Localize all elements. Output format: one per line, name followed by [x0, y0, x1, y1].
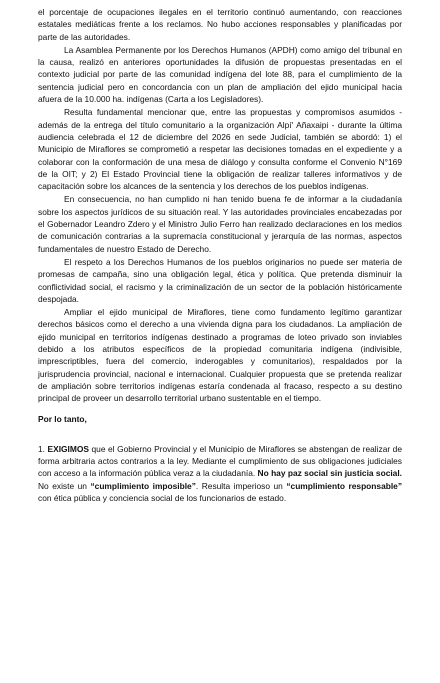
item-number: 1. [38, 443, 45, 454]
item-text-a: que el Gobierno Provincial y el Municipio de Miraflores se abstengan de realizar de forma arbitraria actos contrarios a la ley. Mediante el cumplimiento de sus obligaciones judiciales con acceso a la información pública veraz a la ciudadanía. [38, 443, 403, 479]
item-keyword: EXIGIMOS [47, 443, 89, 454]
paragraph-consecuencia: En consecuencia, no han cumplido ni han tenido buena fe de informar a la ciudadanía sobre los aspectos jurídicos de su situación real. Y las autoridades provinciales encabezadas por el Gobernador Leandro Zdero y el Ministro Julio Ferro han realizado declaraciones en los medios de comunicación contrarias a la supremacía constitucional y jerarquía de las normas, aspectos fundamentales de nuestro Estado de Derecho. [38, 194, 402, 254]
item-text-c: No existe un [38, 480, 91, 491]
item-text-g: con ética pública y conciencia social de los funcionarios de estado. [38, 492, 287, 503]
item-bold-f: “cumplimiento responsable” [286, 480, 403, 491]
demand-item-1 [38, 443, 402, 504]
paragraph-ejido-municipal: Ampliar el ejido municipal de Miraflores, tiene como fundamento legítimo garantizar derechos básicos como el derecho a una vivienda digna para los ciudadanos. La ampliación de ejido municipal en territorios indígenas destinado a programas de loteo privado son inviables debido a los atributos específicos de la propiedad comunitaria indígena (indivisible, imprescriptibles, fuera del comercio, inderogables y comunitarios), respaldados por la jurisprudencia provincial, nacional e internacional. Cualquier propuesta que se pretenda realizar de ampliación sobre territorios indígenas estaría condenada al fracaso, respecto a su destino principal de proveer un desarrollo territorial urbano sustentable en el tiempo. [38, 307, 402, 404]
item-text-e: . Resulta imperioso un [195, 480, 287, 491]
paragraph-compromisos: Resulta fundamental mencionar que, entre las propuestas y compromisos asumidos - además de la entrega del título comunitario a la organización Alpí' Añaxaipi - durante la última audiencia celebrada el 12 de diciembre del 2026 en sede Judicial, también se abordó: 1) el Municipio de Miraflores se comprometió a respetar las decisiones tomadas en el expediente y a colaborar con la conformación de una mesa de diálogo y consulta conforme el Convenio N°169 de la OIT; y 2) El Estado Provincial tiene la obligación de realizar talleres informativos y de capacitación sobre los alcances de la sentencia y los derechos de los pueblos indígenas. [38, 107, 402, 192]
paragraph-derechos-humanos: El respeto a los Derechos Humanos de los pueblos originarios no puede ser materia de promesas de campaña, sino una obligación legal, ética y política. Que pretenda disminuir la conflictividad social, el racismo y la criminalización de un sector de la población históricamente despojada. [38, 256, 402, 304]
item-bold-d: “cumplimiento imposible” [90, 480, 196, 491]
paragraph-ocupaciones: el porcentaje de ocupaciones ilegales en el territorio continuó aumentando, con reacciones estatales mediáticas frente a los reclamos. No hubo acciones responsables y planificadas por parte de las autoridades. [38, 7, 402, 42]
paragraph-apdh: La Asamblea Permanente por los Derechos Humanos (APDH) como amigo del tribunal en la causa, realizó en anteriores oportunidades la difusión de propuestas presentadas en el contexto judicial por parte de las comunidad indígena del lote 88, para el cumplimiento de la sentencia judicial pero en concordancia con un plan de ampliación del ejido municipal hacia afuera de la 10.000 ha. indígenas (Carta a los Legisladores). [38, 44, 402, 105]
section-heading: Por lo tanto, [38, 413, 87, 424]
item-bold-b: No hay paz social sin justicia social. [257, 468, 402, 479]
